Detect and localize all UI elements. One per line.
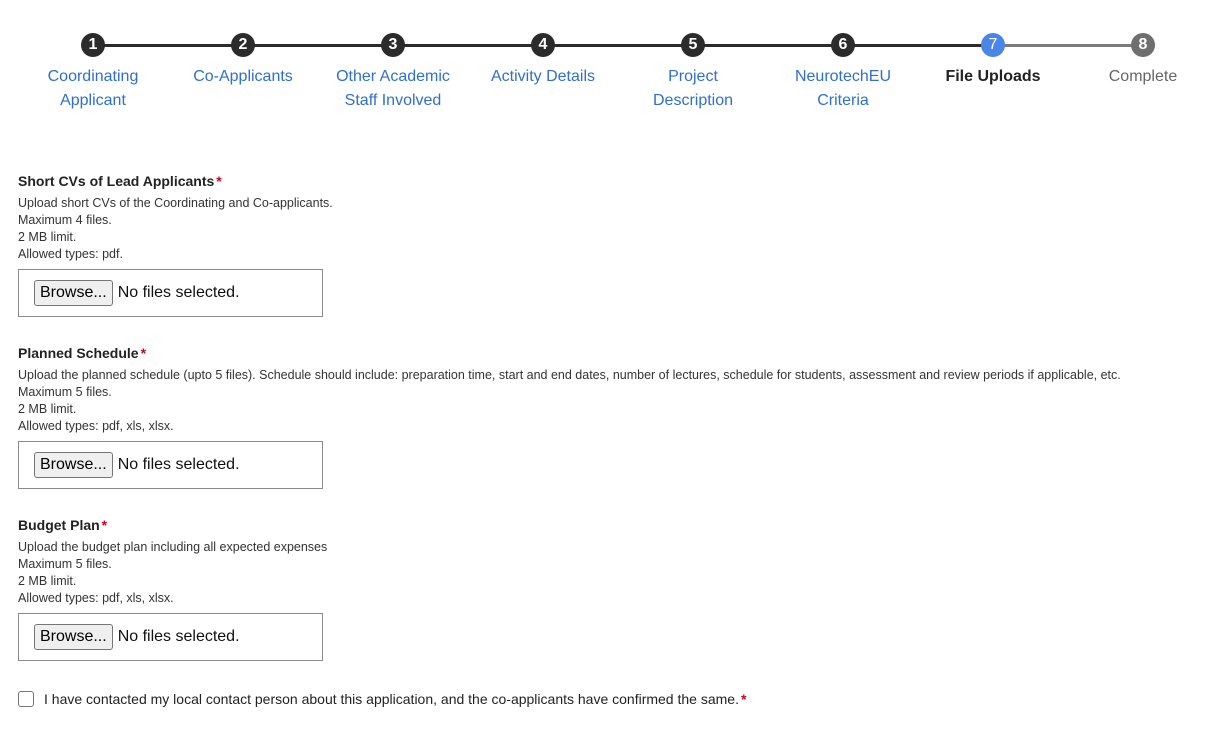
step-number-badge: 1 [81, 33, 105, 57]
step-neurotecheu-criteria[interactable] [768, 33, 918, 113]
step-label: File Uploads [945, 68, 1041, 85]
step-label[interactable]: Activity Details [490, 68, 596, 85]
step-co-applicants[interactable] [168, 33, 318, 89]
step-number-badge: 2 [231, 33, 255, 57]
file-input[interactable] [18, 269, 323, 317]
step-label[interactable]: Project Description [652, 68, 734, 109]
cvs-upload-field [18, 172, 333, 317]
step-activity-details[interactable] [468, 33, 618, 89]
step-label[interactable]: Coordinating Applicant [47, 68, 139, 109]
field-title: Short CVs of Lead Applicants * [18, 173, 222, 189]
confirmation-checkbox[interactable] [18, 691, 34, 707]
required-marker: * [216, 173, 222, 189]
file-status: No files selected. [117, 628, 240, 645]
required-marker: * [140, 345, 147, 361]
step-project-description[interactable] [618, 33, 768, 113]
file-input[interactable] [18, 613, 323, 661]
confirmation-row [18, 691, 746, 707]
step-label[interactable]: Other Academic Staff Involved [336, 68, 450, 109]
required-marker: * [101, 517, 108, 533]
progress-bar [0, 0, 1228, 130]
step-number-badge: 4 [531, 33, 555, 57]
step-number-badge: 7 [981, 33, 1005, 57]
field-description: Upload short CVs of the Coordinating and Co-applicants. Maximum 4 files. 2 MB limit. Allowed types: pdf. [18, 196, 333, 261]
step-label: Complete [1108, 68, 1178, 85]
step-other-academic-staff[interactable] [318, 33, 468, 113]
step-label[interactable]: Co-Applicants [193, 68, 293, 85]
step-number-badge: 3 [381, 33, 405, 57]
file-status: No files selected. [117, 284, 240, 301]
required-marker: * [740, 691, 747, 707]
browse-button[interactable]: Browse... [34, 452, 113, 478]
file-status: No files selected. [117, 456, 240, 473]
confirmation-label[interactable]: I have contacted my local contact person about this application, and the co-applicants have confirmed the same. * [44, 691, 747, 707]
step-file-uploads [918, 33, 1068, 89]
step-number-badge: 8 [1131, 33, 1155, 57]
budget-upload-field [18, 516, 327, 661]
step-coordinating-applicant[interactable] [18, 33, 168, 113]
field-title: Planned Schedule * [18, 345, 147, 361]
field-description: Upload the budget plan including all expected expenses Maximum 5 files. 2 MB limit. Allowed types: pdf, xls, xlsx. [18, 540, 328, 605]
step-number-badge: 5 [681, 33, 705, 57]
schedule-upload-field [18, 344, 1121, 489]
step-label[interactable]: NeurotechEU Criteria [794, 68, 892, 109]
step-number-badge: 6 [831, 33, 855, 57]
browse-button[interactable]: Browse... [34, 624, 113, 650]
browse-button[interactable]: Browse... [34, 280, 113, 306]
step-complete [1068, 33, 1218, 89]
field-description: Upload the planned schedule (upto 5 files). Schedule should include: preparation time, start and end dates, number of lectures, schedule for students, assessment and review periods if applicable, etc. Maximum 5 files. 2 MB limit. Allowed types: pdf, xls, xlsx. [18, 368, 1121, 433]
file-input[interactable] [18, 441, 323, 489]
field-title: Budget Plan * [18, 517, 108, 533]
